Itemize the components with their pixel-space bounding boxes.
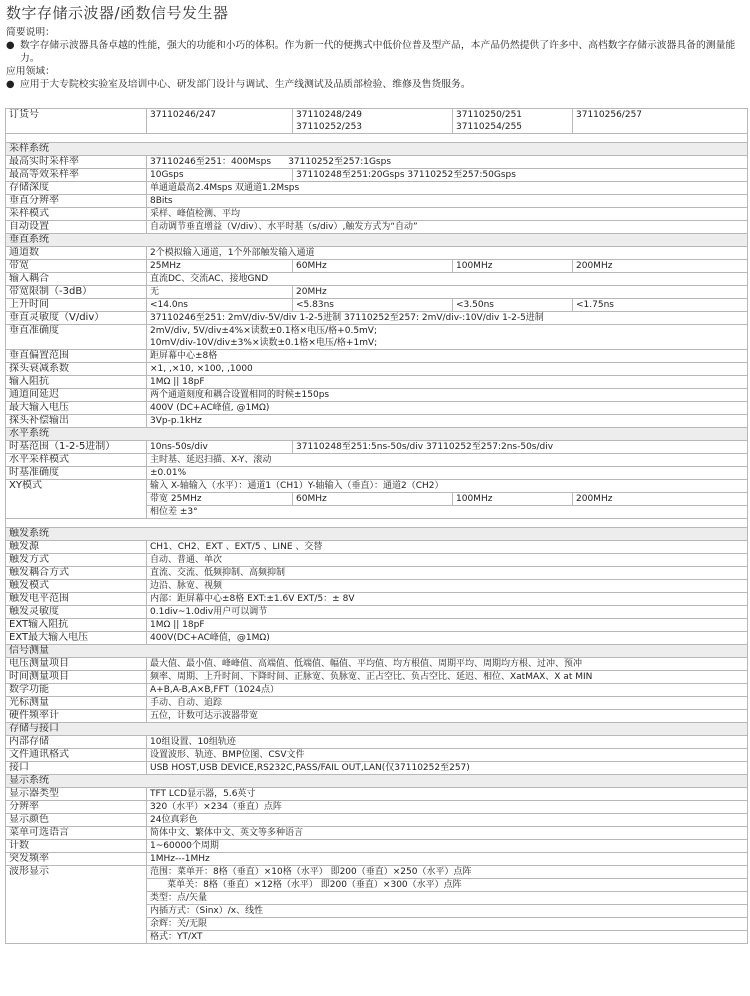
spec-row: 通道间延迟 两个通道刻度和耦合设置相同的时候±150ps bbox=[6, 389, 748, 402]
spec-row: 最高实时采样率 37110246至251：400Msps 37110252至257:1Gsps bbox=[6, 156, 748, 169]
spec-row: 带宽限制（-3dB） 无 20MHz bbox=[6, 286, 748, 299]
spec-row: 内部存储 10组设置、10组轨迹 bbox=[6, 736, 748, 749]
spec-row: 输入耦合 直流DC、交流AC、接地GND bbox=[6, 273, 748, 286]
spec-table bbox=[5, 108, 748, 944]
spec-row: XY模式 输入 X-轴输入（水平）：通道1（CH1）Y-轴输入（垂直）：通道2（CH2） bbox=[6, 480, 748, 493]
spec-row: 触发方式 自动、普通、单次 bbox=[6, 554, 748, 567]
order-number: 37110250/251 37110254/255 bbox=[453, 109, 573, 134]
spec-row: 上升时间 <14.0ns <5.83ns <3.50ns <1.75ns bbox=[6, 299, 748, 312]
spec-row: 突发频率 1MHz---1MHz bbox=[6, 853, 748, 866]
spec-row: 自动设置 自动调节垂直增益（V/div）、水平时基（s/div）,触发方式为“自动” bbox=[6, 221, 748, 234]
section-header: 信号测量 bbox=[6, 645, 748, 658]
spec-row: 最大输入电压 400V (DC+AC峰值, @1MΩ) bbox=[6, 402, 748, 415]
summary-heading: 简要说明： bbox=[6, 27, 55, 38]
spec-row: 分辨率 320（水平）×234（垂直）点阵 bbox=[6, 801, 748, 814]
spec-row: EXT最大输入电压 400V(DC+AC峰值，@1MΩ) bbox=[6, 632, 748, 645]
spec-row: 计数 1~60000个周期 bbox=[6, 840, 748, 853]
spec-row: 触发电平范围 内部：距屏幕中心±8格 EXT:±1.6V EXT/5：± 8V bbox=[6, 593, 748, 606]
order-row bbox=[6, 109, 748, 134]
spec-row: 探头补偿输出 3Vp-p.1kHz bbox=[6, 415, 748, 428]
spec-row: 相位差 ±3° bbox=[6, 506, 748, 519]
spec-row: 菜单可选语言 简体中文、繁体中文、英文等多种语言 bbox=[6, 827, 748, 840]
spec-row: 输入阻抗 1MΩ || 18pF bbox=[6, 376, 748, 389]
spec-row: 存储深度 单通道最高2.4Msps 双通道1.2Msps bbox=[6, 182, 748, 195]
section-header: 垂直系统 bbox=[6, 234, 748, 247]
spec-row: 文件通讯格式 设置波形、轨迹、BMP位图、CSV文件 bbox=[6, 749, 748, 762]
spec-row: 通道数 2个模拟输入通道，1个外部触发输入通道 bbox=[6, 247, 748, 260]
spec-row: 显示颜色 24位真彩色 bbox=[6, 814, 748, 827]
spec-row: 类型：点/矢量 bbox=[6, 892, 748, 905]
spec-row: 带宽 25MHz 60MHz 100MHz 200MHz bbox=[6, 493, 748, 506]
spec-row: 光标测量 手动、自动、追踪 bbox=[6, 697, 748, 710]
spec-row: 硬件频率计 五位，计数可达示波器带宽 bbox=[6, 710, 748, 723]
section-header: 水平系统 bbox=[6, 428, 748, 441]
spec-row: 触发源 CH1、CH2、EXT 、EXT/5 、LINE 、交替 bbox=[6, 541, 748, 554]
order-number: 37110246/247 bbox=[147, 109, 293, 134]
spec-row: 水平采样模式 主时基、延迟扫描、X-Y、滚动 bbox=[6, 454, 748, 467]
order-number: 37110248/249 37110252/253 bbox=[293, 109, 453, 134]
summary-text: ● 数字存储示波器具备卓越的性能，强大的功能和小巧的体积。作为新一代的便携式中低价位普及型产品，本产品仍然提供了许多中、高档数字存储示波器具备的测量能力。 bbox=[6, 39, 746, 65]
spec-row: 垂直偏置范围 距屏幕中心±8格 bbox=[6, 350, 748, 363]
spec-row: 显示器类型 TFT LCD显示器，5.6英寸 bbox=[6, 788, 748, 801]
section-header: 显示系统 bbox=[6, 775, 748, 788]
spec-row: 数学功能 A+B,A-B,A×B,FFT（1024点） bbox=[6, 684, 748, 697]
section-header: 采样系统 bbox=[6, 143, 748, 156]
spec-row: 垂直准确度 2mV/div, 5V/div±4%×读数±0.1格×电压/格+0.5mV; 10mV/div-10V/div±3%×读数±0.1格×电压/格+1mV; bbox=[6, 325, 748, 350]
spec-row: 垂直灵敏度（V/div） 37110246至251: 2mV/div-5V/div 1-2-5进制 37110252至257: 2mV/div-:10V/div 1-2-5进制 bbox=[6, 312, 748, 325]
page-title: 数字存储示波器/函数信号发生器 bbox=[6, 4, 229, 22]
section-header: 触发系统 bbox=[6, 528, 748, 541]
spec-row: 垂直分辨率 8Bits bbox=[6, 195, 748, 208]
spec-row: 探头衰减系数 ×1, ,×10, ×100, ,1000 bbox=[6, 363, 748, 376]
applications-text: ● 应用于大专院校实验室及培训中心、研发部门设计与调试、生产线测试及品质部检验、维修及售货服务。 bbox=[6, 78, 746, 91]
spec-row: 时基准确度 ±0.01% bbox=[6, 467, 748, 480]
order-number: 37110256/257 bbox=[573, 109, 748, 134]
spec-row: 格式：YT/XT bbox=[6, 931, 748, 944]
spec-row: 采样模式 采样、峰值检测、平均 bbox=[6, 208, 748, 221]
spec-row: 时基范围（1-2-5进制） 10ns-50s/div 37110248至251:5ns-50s/div 37110252至257:2ns-50s/div bbox=[6, 441, 748, 454]
spec-row: 带宽 25MHz 60MHz 100MHz 200MHz bbox=[6, 260, 748, 273]
spec-row: 触发耦合方式 直流、交流、低频抑制、高频抑制 bbox=[6, 567, 748, 580]
spec-row: 触发模式 边沿、脉宽、视频 bbox=[6, 580, 748, 593]
spec-row: 波形显示 范围：菜单开：8格（垂直）×10格（水平） 即200（垂直）×250（水平）点阵 bbox=[6, 866, 748, 879]
applications-heading: 应用领域： bbox=[6, 66, 55, 77]
spec-row: 电压测量项目 最大值、最小值、峰峰值、高端值、低端值、幅值、平均值、均方根值、周期平均、周期均方根、过冲、预冲 bbox=[6, 658, 748, 671]
spec-row: 内插方式：（Sinx）/x、线性 bbox=[6, 905, 748, 918]
section-header: 存储与接口 bbox=[6, 723, 748, 736]
spec-row: EXT输入阻抗 1MΩ || 18pF bbox=[6, 619, 748, 632]
spec-row: 触发灵敏度 0.1div~1.0div用户可以调节 bbox=[6, 606, 748, 619]
row-label: 订货号 bbox=[6, 109, 147, 134]
spec-row: 最高等效采样率 10Gsps 37110248至251:20Gsps 37110252至257:50Gsps bbox=[6, 169, 748, 182]
spec-row: 接口 USB HOST,USB DEVICE,RS232C,PASS/FAIL OUT,LAN(仅37110252至257) bbox=[6, 762, 748, 775]
spec-row: 菜单关：8格（垂直）×12格（水平） 即200（垂直）×300（水平）点阵 bbox=[6, 879, 748, 892]
intro-section bbox=[6, 26, 746, 91]
spec-row: 时间测量项目 频率、周期、上升时间、下降时间、正脉宽、负脉宽、正占空比、负占空比、延迟、相位、XatMAX、X at MIN bbox=[6, 671, 748, 684]
spec-row: 余辉：关/无限 bbox=[6, 918, 748, 931]
